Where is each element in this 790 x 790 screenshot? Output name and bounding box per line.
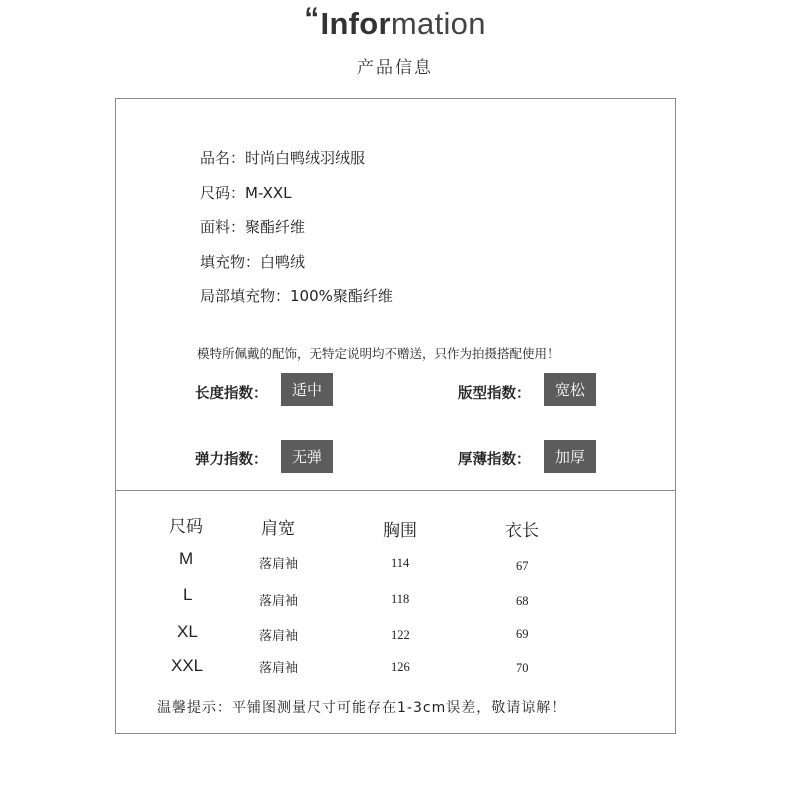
table-cell-shoulder: 落肩袖 [259,557,299,572]
accessory-note: 模特所佩戴的配饰，无特定说明均不赠送，只作为拍摄搭配使用！ [197,346,560,361]
table-cell-shoulder: 落肩袖 [259,661,299,676]
elasticity-index-label: 弹力指数： [195,452,268,468]
table-cell-chest: 122 [391,628,410,642]
table-cell-size: XL [177,622,198,641]
table-header-length: 衣长 [505,521,539,541]
title-bold-part: Infor [320,6,391,41]
title-light-part: mation [390,6,486,41]
table-cell-chest: 126 [391,660,410,674]
section-divider [115,490,676,491]
table-cell-size: XXL [171,656,204,675]
length-index-label: 长度指数： [195,386,268,402]
table-cell-length: 67 [516,559,529,573]
table-cell-shoulder: 落肩袖 [259,594,299,609]
table-cell-size: L [183,585,193,604]
fit-index-label: 版型指数： [458,386,531,402]
table-cell-length: 68 [516,594,529,608]
table-cell-size: M [179,549,194,568]
length-index-value: 适中 [281,373,333,406]
table-cell-chest: 114 [391,556,410,570]
thickness-index-label: 厚薄指数： [458,452,531,468]
spec-partial-filling: 局部填充物：100%聚酯纤维 [200,287,393,305]
spec-size: 尺码：M-XXL [200,184,292,202]
thickness-index-value: 加厚 [544,440,596,473]
spec-product-name: 品名：时尚白鸭绒羽绒服 [200,149,366,167]
spec-fabric: 面料：聚酯纤维 [200,218,306,236]
elasticity-index-value: 无弹 [281,440,333,473]
table-cell-length: 69 [516,627,529,641]
page-subtitle: 产品信息 [357,58,433,78]
spec-filling: 填充物：白鸭绒 [200,253,306,271]
table-header-size: 尺码 [169,517,203,537]
table-header-shoulder: 肩宽 [261,519,295,539]
table-cell-chest: 118 [391,592,410,606]
fit-index-value: 宽松 [544,373,596,406]
quote-mark: “ [304,2,320,35]
table-header-chest: 胸围 [383,521,417,541]
measurement-note: 温馨提示：平铺图测量尺寸可能存在1-3cm误差，敬请谅解！ [157,700,567,716]
page-title [0,2,790,42]
table-cell-shoulder: 落肩袖 [259,629,299,644]
table-cell-length: 70 [516,661,529,675]
